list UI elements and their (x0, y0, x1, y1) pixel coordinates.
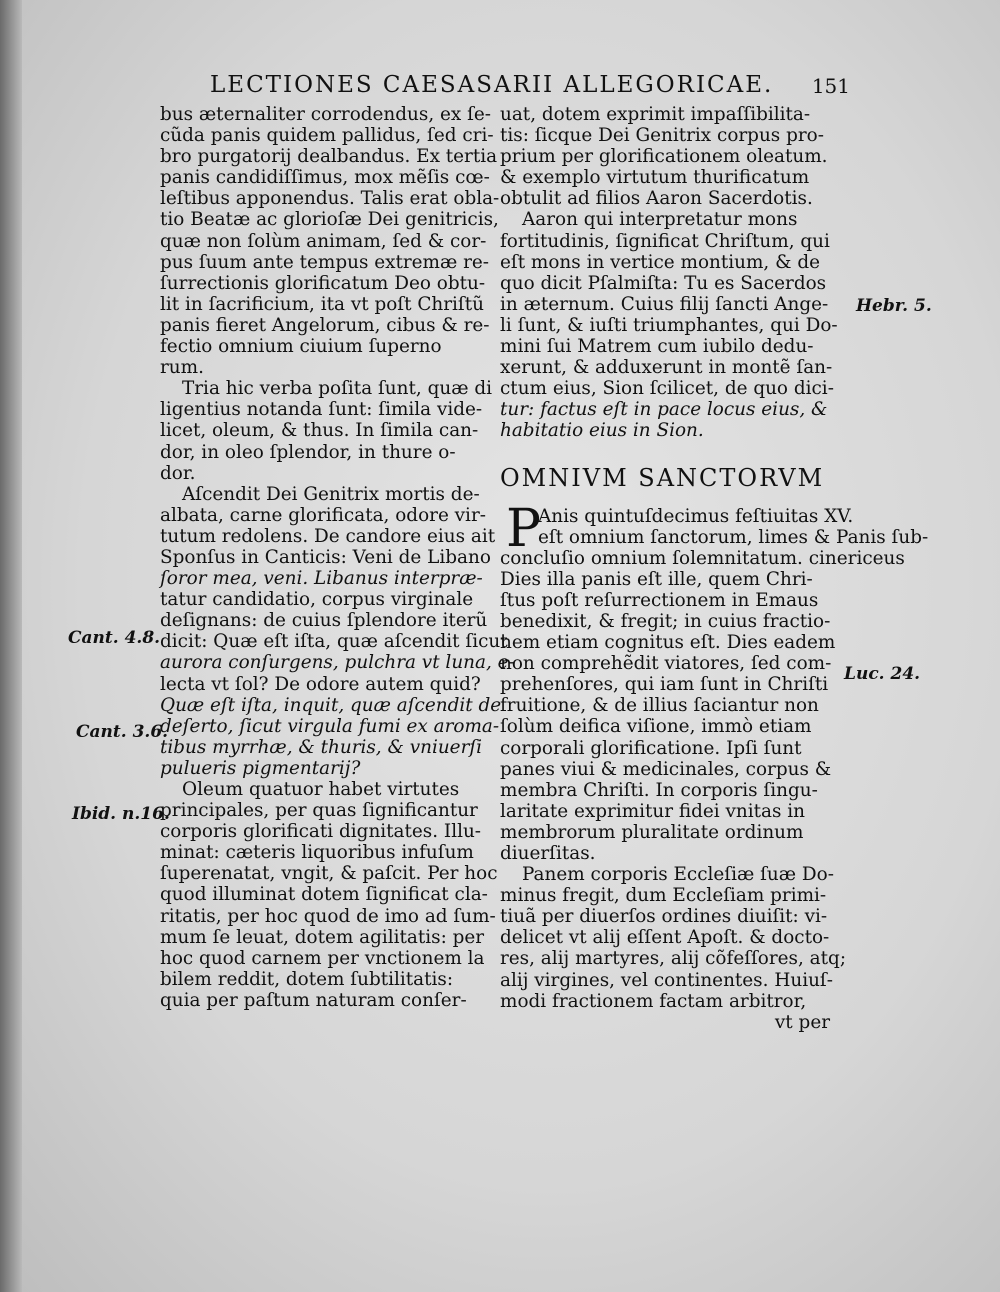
text-line: rum. (160, 357, 204, 379)
text-line: hoc quod carnem per vnctionem la (160, 947, 485, 969)
dropcap-letter: P (506, 498, 541, 559)
margin-note-luc-24: Luc. 24. (844, 664, 921, 684)
text-line: ligentius notanda ſunt: ſimila vide- (160, 399, 483, 421)
text-line: Panem corporis Eccleſiæ ſuæ Do- (522, 864, 834, 886)
text-line: ſurrectionis glorificatum Deo obtu- (160, 272, 486, 294)
page-header (210, 72, 850, 106)
text-line: obtulit ad filios Aaron Sacerdotis. (500, 188, 813, 210)
text-line: pus ſuum ante tempus extremæ re- (160, 251, 490, 273)
text-line: modi fractionem factam arbitror, (500, 990, 807, 1012)
text-line: dor. (160, 462, 196, 484)
text-line: tur: factus eſt in pace locus eius, & (500, 399, 828, 421)
section-title: OMNIVM SANCTORVM (500, 463, 825, 492)
text-line: Oleum quatuor habet virtutes (182, 779, 460, 800)
text-line: principales, per quas ſignificantur (160, 800, 478, 822)
text-line: dicit: Quæ eſt iſta, quæ aſcendit ſicut (160, 631, 508, 653)
text-line: concluſio omnium ſolemnitatum. cinericeus (500, 547, 905, 569)
text-line: in æternum. Cuius filij ſancti Ange- (500, 293, 829, 315)
catchword: vt per (774, 1011, 830, 1033)
page-binding-shadow (0, 0, 22, 1292)
text-line: aurora conſurgens, pulchra vt luna, e- (160, 652, 515, 674)
margin-note-hebr-5: Hebr. 5. (856, 296, 932, 316)
text-line: Quæ eſt iſta, inquit, quæ aſcendit de (160, 694, 502, 716)
text-line: tio Beatæ ac glorioſæ Dei genitricis, (160, 209, 499, 231)
text-line: cũda panis quidem pallidus, ſed cri- (160, 125, 494, 147)
text-line: Dies illa panis eſt ille, quem Chri- (500, 568, 813, 590)
text-line: fruitione, & de illius ſaciantur non (500, 695, 819, 717)
text-line: bilem reddit, dotem ſubtilitatis: (160, 968, 454, 990)
text-line: Sponſus in Canticis: Veni de Libano (160, 546, 491, 568)
text-line: nem etiam cognitus eſt. Dies eadem (500, 632, 836, 654)
text-line: ritatis, per hoc quod de imo ad ſum- (160, 905, 496, 927)
text-line: corporis glorificati dignitates. Illu- (160, 821, 482, 843)
text-line: panis fieret Angelorum, cibus & re- (160, 314, 490, 336)
text-line: licet, oleum, & thus. In ſimila can- (160, 420, 479, 442)
text-line: eſt mons in vertice montium, & de (500, 251, 820, 273)
text-line: mini ſui Matrem cum iubilo dedu- (500, 336, 814, 358)
text-line: quod illuminat dotem ſignificat cla- (160, 884, 488, 906)
text-line: Aaron qui interpretatur mons (522, 209, 798, 231)
text-line: xerunt, & adduxerunt in montẽ ſan- (500, 357, 833, 379)
text-line: leſtibus apponendus. Talis erat obla- (160, 188, 500, 210)
margin-note-cant-3-6: Cant. 3.6. (76, 722, 169, 742)
text-line: Anis quintuſdecimus feſtiuitas XV. (538, 505, 854, 527)
text-line: benedixit, & fregit; in cuius fractio- (500, 610, 831, 632)
text-line: delicet vt alij eſſent Apoſt. & docto- (500, 927, 830, 949)
text-line: bro purgatorij dealbandus. Ex tertia (160, 146, 498, 168)
text-line: albata, carne glorificata, odore vir- (160, 504, 486, 526)
text-line: dor, in oleo ſplendor, in thure o- (160, 441, 456, 463)
page-number: 151 (811, 74, 850, 98)
text-line: ſoror mea, veni. Libanus interpræ- (160, 568, 483, 590)
text-line: alij virgines, vel continentes. Huiuſ- (500, 969, 833, 991)
text-line: corporali glorificatione. Ipſi ſunt (500, 737, 802, 759)
text-line: membrorum pluralitate ordinum (500, 821, 804, 843)
text-line: quia per paſtum naturam conſer- (160, 989, 467, 1011)
text-line: panis candidiſſimus, mox mẽſis cœ- (160, 167, 490, 189)
text-line: tis: ſicque Dei Genitrix corpus pro- (500, 125, 824, 147)
text-line: fortitudinis, ſignificat Chriſtum, qui (500, 230, 830, 252)
text-line: Aſcendit Dei Genitrix mortis de- (182, 483, 480, 505)
dropcap-paragraph (500, 498, 929, 569)
running-title: LECTIONES CAESASARII ALLEGORICAE. (210, 72, 774, 98)
text-line: prehenſores, qui iam ſunt in Chriſti (500, 674, 829, 696)
text-line: panes viui & medicinales, corpus & (500, 758, 832, 780)
text-line: fectio omnium ciuium ſuperno (160, 336, 442, 358)
text-line: deſignans: de cuius ſplendore iterũ (160, 610, 488, 632)
text-line: tutum redolens. De candore eius ait (160, 525, 496, 547)
text-line: habitatio eius in Sion. (500, 420, 704, 442)
text-line: ſuperenatat, vngit, & paſcit. Per hoc (160, 863, 498, 885)
text-line: quæ non ſolùm animam, ſed & cor- (160, 230, 487, 252)
left-column (160, 104, 515, 1011)
text-line: li ſunt, & iuſti triumphantes, qui Do- (500, 314, 838, 336)
text-line: minat: cæteris liquoribus infuſum (160, 842, 474, 864)
text-line: non comprehẽdit viatores, ſed com- (500, 653, 832, 675)
text-line: mum ſe leuat, dotem agilitatis: per (160, 926, 485, 948)
text-line: tiuã per diuerſos ordines diuiſit: vi- (500, 906, 828, 928)
text-line: tibus myrrhæ, & thuris, & vniuerſi (160, 736, 483, 758)
text-line: eſt omnium ſanctorum, limes & Panis ſub- (538, 526, 929, 548)
text-line: quo dicit Pſalmiſta: Tu es Sacerdos (500, 272, 827, 294)
text-line: Tria hic verba poſita ſunt, quæ di (182, 378, 492, 400)
text-line: prium per glorificationem oleatum. (500, 146, 828, 168)
margin-note-ibid-n16: Ibid. n.16. (72, 804, 170, 824)
text-line: pulueris pigmentarij? (160, 757, 361, 779)
text-line: lit in ſacrificium, ita vt poſt Chriſtũ (160, 293, 484, 315)
text-line: diuerſitas. (500, 843, 596, 864)
text-line: res, alij martyres, alij cõfeſſores, atq; (500, 948, 847, 970)
margin-note-cant-4-8: Cant. 4.8. (68, 628, 161, 648)
text-line: laritate exprimitur fidei vnitas in (500, 800, 806, 822)
text-line: tatur candidatio, corpus virginale (160, 589, 474, 611)
text-line: ctum eius, Sion ſcilicet, de quo dici- (500, 378, 834, 400)
text-line: ſolùm deifica viſione, immò etiam (500, 716, 812, 738)
text-line: bus æternaliter corrodendus, ex ſe- (160, 104, 492, 125)
text-line: deſerto, ſicut virgula fumi ex aroma- (160, 715, 500, 737)
text-line: membra Chriſti. In corporis ſingu- (500, 779, 818, 801)
text-line: uat, dotem exprimit impaſſibilita- (500, 104, 811, 125)
text-line: lecta vt ſol? De odore autem quid? (160, 673, 481, 695)
text-line: & exemplo virtutum thurificatum (500, 167, 810, 189)
text-line: ſtus poſt reſurrectionem in Emaus (500, 589, 819, 611)
text-line: minus fregit, dum Eccleſiam primi- (500, 885, 827, 907)
